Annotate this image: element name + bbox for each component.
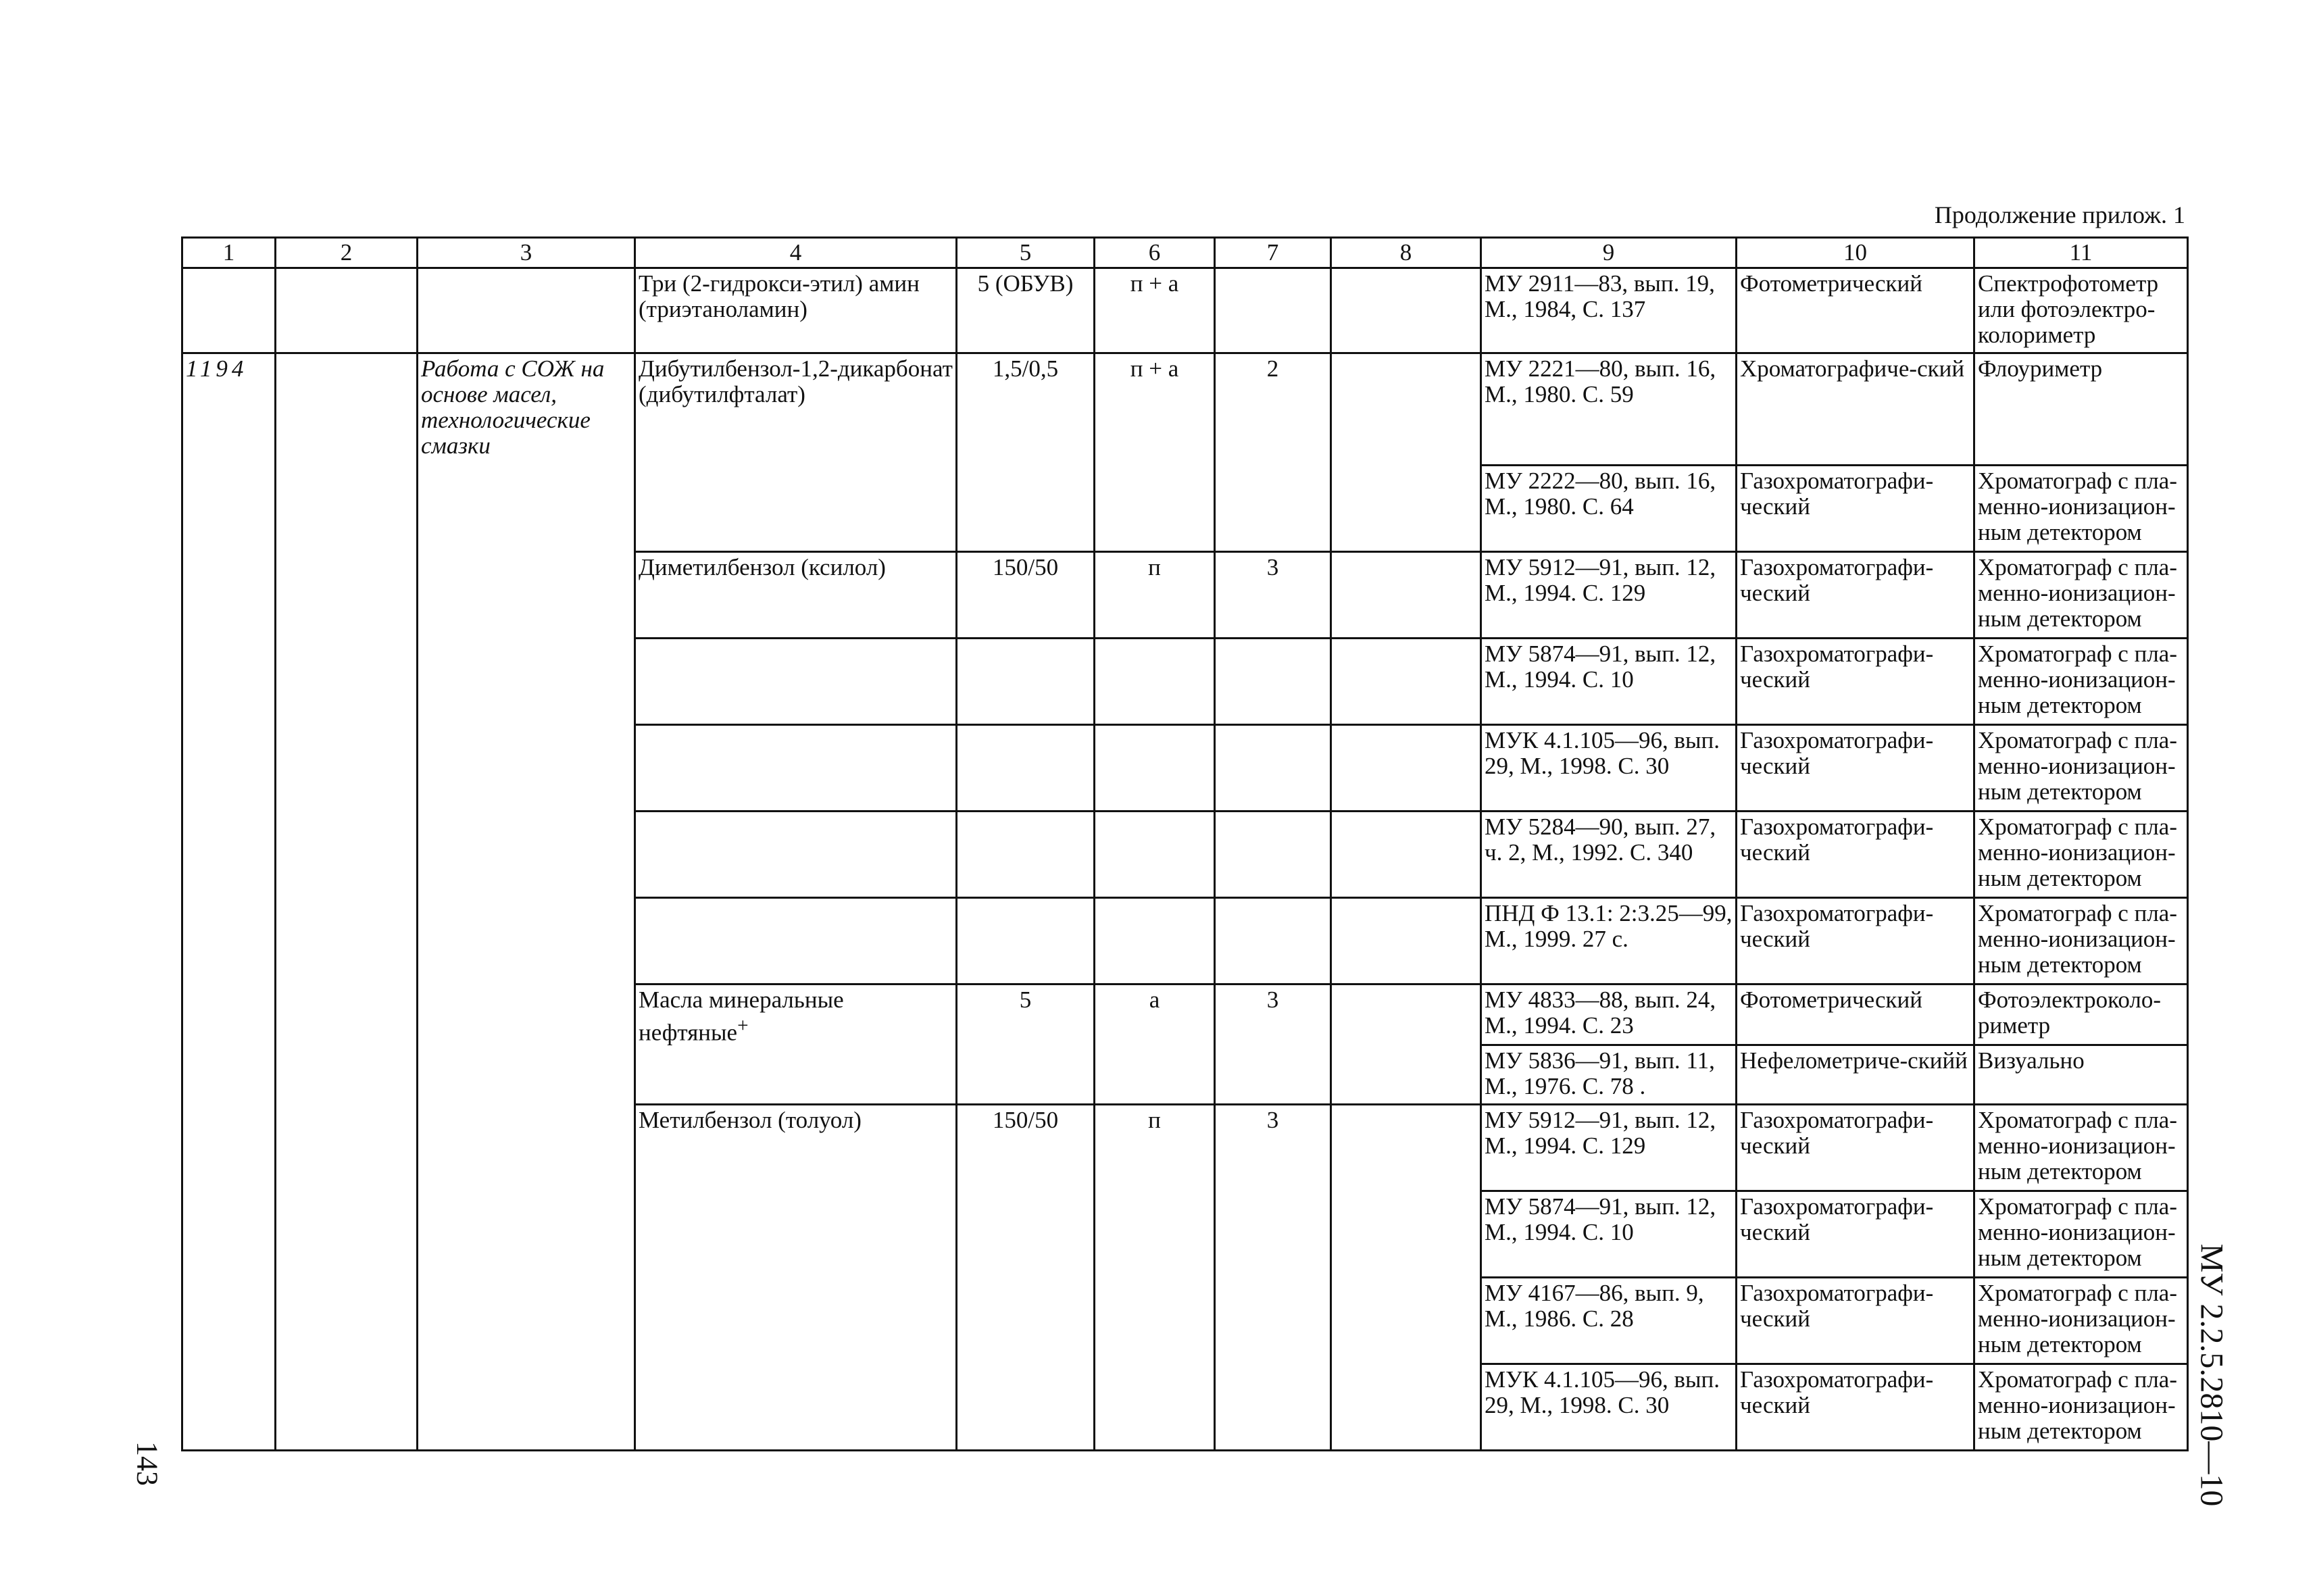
pdk-value: 150/50 bbox=[957, 1105, 1095, 1451]
item-number: 1194 bbox=[182, 353, 276, 1451]
cell-empty bbox=[1215, 639, 1331, 725]
method-document: МУ 4833—88, вып. 24, М., 1994. С. 23 bbox=[1481, 984, 1737, 1045]
aggregate-state: п + а bbox=[1095, 268, 1215, 353]
cell-empty bbox=[1215, 725, 1331, 812]
cell-empty bbox=[1331, 268, 1481, 353]
pdk-value: 5 bbox=[957, 984, 1095, 1105]
method-name: Газохроматографи-ческий bbox=[1737, 812, 1974, 898]
method-document: ПНД Ф 13.1: 2:3.25—99, М., 1999. 27 с. bbox=[1481, 898, 1737, 984]
method-name: Газохроматографи-ческий bbox=[1737, 1105, 1974, 1191]
device-name: Хроматограф с пла-менно-ионизацион-ным детектором bbox=[1974, 1191, 2188, 1278]
hazard-class: 3 bbox=[1215, 1105, 1331, 1451]
device-name: Визуально bbox=[1974, 1045, 2188, 1105]
cell-empty bbox=[1095, 898, 1215, 984]
substance-name: Три (2-гидрокси-этил) амин (триэтаноламин) bbox=[635, 268, 957, 353]
method-document: МУ 5836—91, вып. 11, М., 1976. С. 78 . bbox=[1481, 1045, 1737, 1105]
cell-empty bbox=[1095, 812, 1215, 898]
cell-empty bbox=[1215, 898, 1331, 984]
device-name: Фотоэлектроколо-риметр bbox=[1974, 984, 2188, 1045]
cell-empty bbox=[957, 639, 1095, 725]
continuation-label: Продолжение прилож. 1 bbox=[1934, 201, 2185, 228]
table-row bbox=[182, 268, 2188, 353]
method-document: МУ 2221—80, вып. 16, М., 1980. С. 59 bbox=[1481, 353, 1737, 466]
aggregate-state: а bbox=[1095, 984, 1215, 1105]
header-cell: 4 bbox=[635, 238, 957, 268]
method-document: МУ 2911—83, вып. 19, М., 1984, С. 137 bbox=[1481, 268, 1737, 353]
cell-empty bbox=[1215, 812, 1331, 898]
method-document: МУ 2222—80, вып. 16, М., 1980. С. 64 bbox=[1481, 466, 1737, 552]
method-name: Газохроматографи-ческий bbox=[1737, 1364, 1974, 1451]
hazard-class: 2 bbox=[1215, 353, 1331, 552]
device-name: Хроматограф с пла-менно-ионизацион-ным детектором bbox=[1974, 1278, 2188, 1364]
cell-empty bbox=[1331, 898, 1481, 984]
table-row bbox=[182, 353, 2188, 466]
substance-name: Метилбензол (толуол) bbox=[635, 1105, 957, 1451]
method-document: МУК 4.1.105—96, вып. 29, М., 1998. С. 30 bbox=[1481, 725, 1737, 812]
header-row bbox=[182, 238, 2188, 268]
header-cell: 7 bbox=[1215, 238, 1331, 268]
method-name: Газохроматографи-ческий bbox=[1737, 552, 1974, 639]
device-name: Хроматограф с пла-менно-ионизацион-ным детектором bbox=[1974, 725, 2188, 812]
pdk-value: 150/50 bbox=[957, 552, 1095, 639]
method-document: МУ 5284—90, вып. 27, ч. 2, М., 1992. С. 340 bbox=[1481, 812, 1737, 898]
header-cell: 1 bbox=[182, 238, 276, 268]
work-type: Работа с СОЖ на основе масел, технологические смазки bbox=[418, 353, 635, 1451]
header-cell: 3 bbox=[418, 238, 635, 268]
methods-table bbox=[181, 236, 2189, 1451]
device-name: Хроматограф с пла-менно-ионизацион-ным детектором bbox=[1974, 552, 2188, 639]
aggregate-state: п bbox=[1095, 552, 1215, 639]
pdk-value: 1,5/0,5 bbox=[957, 353, 1095, 552]
method-name: Фотометрический bbox=[1737, 984, 1974, 1045]
method-name: Хроматографиче-ский bbox=[1737, 353, 1974, 466]
aggregate-state: п bbox=[1095, 1105, 1215, 1451]
device-name: Хроматограф с пла-менно-ионизацион-ным детектором bbox=[1974, 1105, 2188, 1191]
header-cell: 8 bbox=[1331, 238, 1481, 268]
page-number: 143 bbox=[130, 1441, 164, 1486]
header-cell: 10 bbox=[1737, 238, 1974, 268]
cell-empty bbox=[1331, 552, 1481, 639]
device-name: Хроматограф с пла-менно-ионизацион-ным детектором bbox=[1974, 812, 2188, 898]
method-document: МУК 4.1.105—96, вып. 29, М., 1998. С. 30 bbox=[1481, 1364, 1737, 1451]
cell-empty bbox=[1331, 639, 1481, 725]
pdk-value: 5 (ОБУВ) bbox=[957, 268, 1095, 353]
header-cell: 9 bbox=[1481, 238, 1737, 268]
cell-empty bbox=[1331, 812, 1481, 898]
device-name: Спектрофотометр или фотоэлектро-колориметр bbox=[1974, 268, 2188, 353]
header-cell: 6 bbox=[1095, 238, 1215, 268]
method-name: Газохроматографи-ческий bbox=[1737, 639, 1974, 725]
document-code: МУ 2.2.5.2810—10 bbox=[2193, 1243, 2230, 1507]
cell-empty bbox=[1331, 1105, 1481, 1451]
substance-name bbox=[635, 984, 957, 1105]
method-document: МУ 5874—91, вып. 12, М., 1994. С. 10 bbox=[1481, 1191, 1737, 1278]
method-document: МУ 5912—91, вып. 12, М., 1994. С. 129 bbox=[1481, 552, 1737, 639]
aggregate-state: п + а bbox=[1095, 353, 1215, 552]
cell-empty bbox=[957, 725, 1095, 812]
method-document: МУ 4167—86, вып. 9, М., 1986. С. 28 bbox=[1481, 1278, 1737, 1364]
header-cell: 2 bbox=[276, 238, 418, 268]
hazard-class: 3 bbox=[1215, 552, 1331, 639]
cell-empty bbox=[1095, 639, 1215, 725]
method-name: Нефелометриче-скийй bbox=[1737, 1045, 1974, 1105]
cell-work bbox=[418, 268, 635, 353]
cell-empty bbox=[1331, 984, 1481, 1105]
cell-empty bbox=[957, 812, 1095, 898]
method-name: Газохроматографи-ческий bbox=[1737, 466, 1974, 552]
cell-empty bbox=[1331, 725, 1481, 812]
method-document: МУ 5912—91, вып. 12, М., 1994. С. 129 bbox=[1481, 1105, 1737, 1191]
header-cell: 11 bbox=[1974, 238, 2188, 268]
cell-empty bbox=[276, 353, 418, 1451]
cell-empty bbox=[276, 268, 418, 353]
hazard-class: 3 bbox=[1215, 984, 1331, 1105]
header-cell: 5 bbox=[957, 238, 1095, 268]
device-name: Хроматограф с пла-менно-ионизацион-ным детектором bbox=[1974, 639, 2188, 725]
substance-text: Масла минеральные нефтяные bbox=[639, 987, 844, 1046]
method-name: Газохроматографи-ческий bbox=[1737, 1278, 1974, 1364]
method-name: Фотометрический bbox=[1737, 268, 1974, 353]
cell-number bbox=[182, 268, 276, 353]
method-name: Газохроматографи-ческий bbox=[1737, 725, 1974, 812]
substance-name: Диметилбензол (ксилол) bbox=[635, 552, 957, 639]
cell-empty bbox=[635, 812, 957, 898]
method-document: МУ 5874—91, вып. 12, М., 1994. С. 10 bbox=[1481, 639, 1737, 725]
cell-empty bbox=[635, 725, 957, 812]
cell-empty bbox=[635, 898, 957, 984]
cell-empty bbox=[1331, 353, 1481, 552]
device-name: Хроматограф с пла-менно-ионизацион-ным детектором bbox=[1974, 898, 2188, 984]
device-name: Хроматограф с пла-менно-ионизацион-ным детектором bbox=[1974, 466, 2188, 552]
footnote-mark: + bbox=[737, 1015, 749, 1037]
cell-empty bbox=[1095, 725, 1215, 812]
cell-empty bbox=[957, 898, 1095, 984]
method-name: Газохроматографи-ческий bbox=[1737, 1191, 1974, 1278]
device-name: Хроматограф с пла-менно-ионизацион-ным детектором bbox=[1974, 1364, 2188, 1451]
substance-name: Дибутилбензол-1,2-дикарбонат (дибутилфталат) bbox=[635, 353, 957, 552]
hazard-class bbox=[1215, 268, 1331, 353]
cell-empty bbox=[635, 639, 957, 725]
device-name: Флоуриметр bbox=[1974, 353, 2188, 466]
method-name: Газохроматографи-ческий bbox=[1737, 898, 1974, 984]
